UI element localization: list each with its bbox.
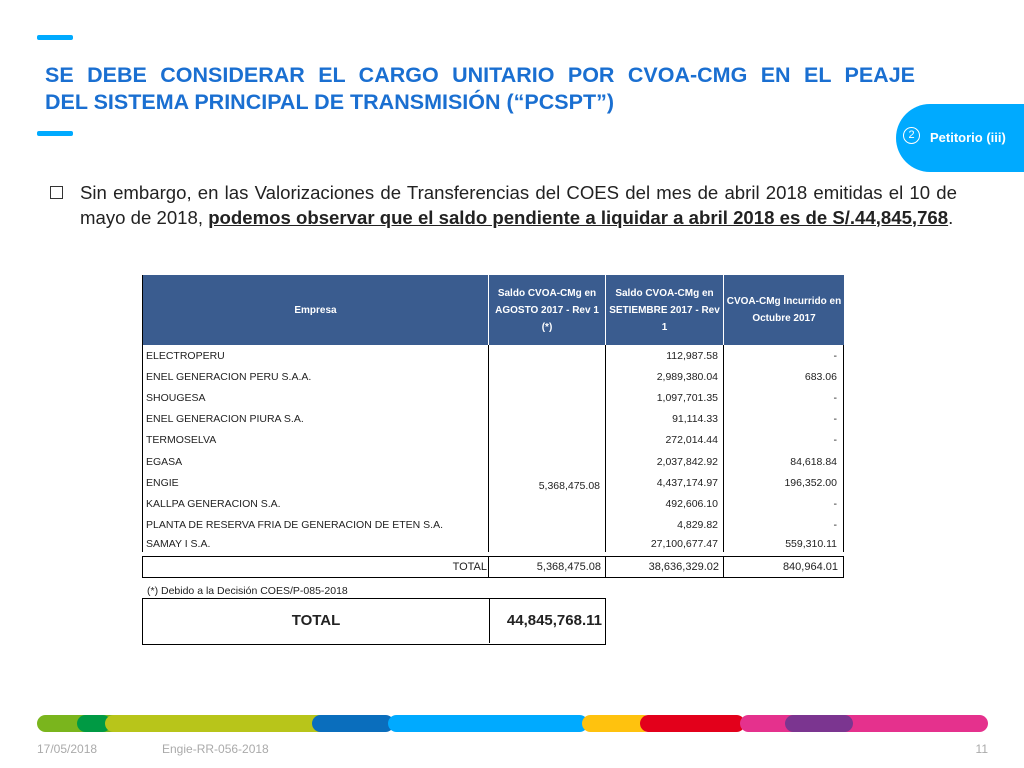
header-setiembre: Saldo CVOA-CMg en SETIEMBRE 2017 - Rev 1: [605, 275, 723, 345]
cell-empresa: TERMOSELVA: [146, 434, 217, 446]
table-row: [142, 389, 844, 410]
cell-octubre: 683.06: [804, 371, 837, 383]
body-paragraph: [80, 181, 957, 230]
cell-setiembre: 2,037,842.92: [656, 456, 718, 468]
cell-empresa: EGASA: [146, 456, 183, 468]
cell-agosto-merged: 5,368,475.08: [538, 480, 600, 492]
grand-total-label: TOTAL: [291, 612, 341, 629]
cell-octubre: -: [833, 413, 837, 425]
cell-empresa: PLANTA DE RESERVA FRIA DE GENERACION DE ETEN S.A.: [146, 519, 443, 531]
table-row: [142, 431, 844, 452]
cell-setiembre: 1,097,701.35: [656, 392, 718, 404]
total-setiembre: 38,636,329.02: [648, 561, 719, 573]
footer-stripe-segment: [105, 715, 330, 732]
footer-stripe-segment: [312, 715, 394, 732]
footer-stripe-segment: [388, 715, 588, 732]
total-octubre: 840,964.01: [782, 561, 838, 573]
grand-total-value: 44,845,768.11: [506, 612, 602, 629]
footer-stripe-segment: [640, 715, 745, 732]
cell-setiembre: 4,829.82: [677, 519, 718, 531]
cell-octubre: -: [833, 392, 837, 404]
header-octubre: CVOA-CMg Incurrido en Octubre 2017: [723, 275, 844, 345]
section-tab-label[interactable]: Petitorio (iii): [930, 130, 1006, 145]
cell-octubre: -: [833, 498, 837, 510]
cell-octubre: -: [833, 350, 837, 362]
cell-octubre: -: [833, 519, 837, 531]
header-empresa: Empresa: [142, 275, 488, 345]
cell-empresa: SAMAY I S.A.: [146, 538, 211, 550]
title-line-2: DEL SISTEMA PRINCIPAL DE TRANSMISIÓN (“PCSPT”): [45, 90, 614, 114]
cell-setiembre: 112,987.58: [666, 350, 718, 362]
cell-octubre: -: [833, 434, 837, 446]
table-row: [142, 368, 844, 389]
table-row: [142, 347, 844, 368]
cell-empresa: ENEL GENERACION PIURA S.A.: [146, 413, 304, 425]
grand-total-box: [142, 598, 606, 645]
cell-empresa: ENEL GENERACION PERU S.A.A.: [146, 371, 312, 383]
cell-empresa: ENGIE: [146, 477, 179, 489]
cell-octubre: 196,352.00: [784, 477, 837, 489]
cell-octubre: 559,310.11: [785, 538, 837, 550]
cell-empresa: KALLPA GENERACION S.A.: [146, 498, 281, 510]
cell-setiembre: 91,114.33: [672, 413, 718, 425]
total-label: TOTAL: [452, 561, 487, 573]
header-agosto: Saldo CVOA-CMg en AGOSTO 2017 - Rev 1 (*): [488, 275, 605, 345]
footer-stripe-segment: [740, 715, 988, 732]
table-row: [142, 410, 844, 431]
title-line-1: SE DEBE CONSIDERAR EL CARGO UNITARIO POR CVOA-CMG EN EL PEAJE: [45, 63, 915, 87]
cell-setiembre: 4,437,174.97: [656, 477, 718, 489]
table-footnote: (*) Debido a la Decisión COES/P-085-2018: [147, 585, 348, 597]
cell-empresa: SHOUGESA: [146, 392, 206, 404]
total-agosto: 5,368,475.08: [536, 561, 601, 573]
cell-empresa: ELECTROPERU: [146, 350, 225, 362]
cell-setiembre: 2,989,380.04: [656, 371, 718, 383]
cell-setiembre: 492,606.10: [665, 498, 718, 510]
title-accent-bottom: [37, 131, 73, 136]
table-row: [142, 516, 844, 537]
cell-setiembre: 27,100,677.47: [650, 538, 718, 550]
slide-title: [45, 62, 915, 116]
section-number-icon: 2: [903, 127, 920, 144]
cell-octubre: 84,618.84: [790, 456, 837, 468]
cell-setiembre: 272,014.44: [665, 434, 718, 446]
table-total-row: [142, 556, 844, 578]
body-text-part1: Sin embargo, en las Valorizaciones de Transferencias del COES del mes de abril 2018 emitidas el 10 de mayo de 2018,: [80, 182, 957, 228]
footer-page-number: 11: [975, 742, 988, 756]
body-text-highlight: podemos observar que el saldo pendiente a liquidar a abril 2018 es de S/.44,845,768: [208, 206, 949, 228]
footer-stripe-segment: [785, 715, 853, 732]
table-row: [142, 453, 844, 474]
title-accent-top: [37, 35, 73, 40]
table-row: [142, 535, 844, 556]
checkbox-bullet-icon: [50, 186, 63, 199]
table-row: [142, 495, 844, 516]
body-text-end: .: [948, 206, 954, 228]
footer-reference: Engie-RR-056-2018: [162, 742, 269, 756]
footer-date: 17/05/2018: [37, 742, 98, 756]
